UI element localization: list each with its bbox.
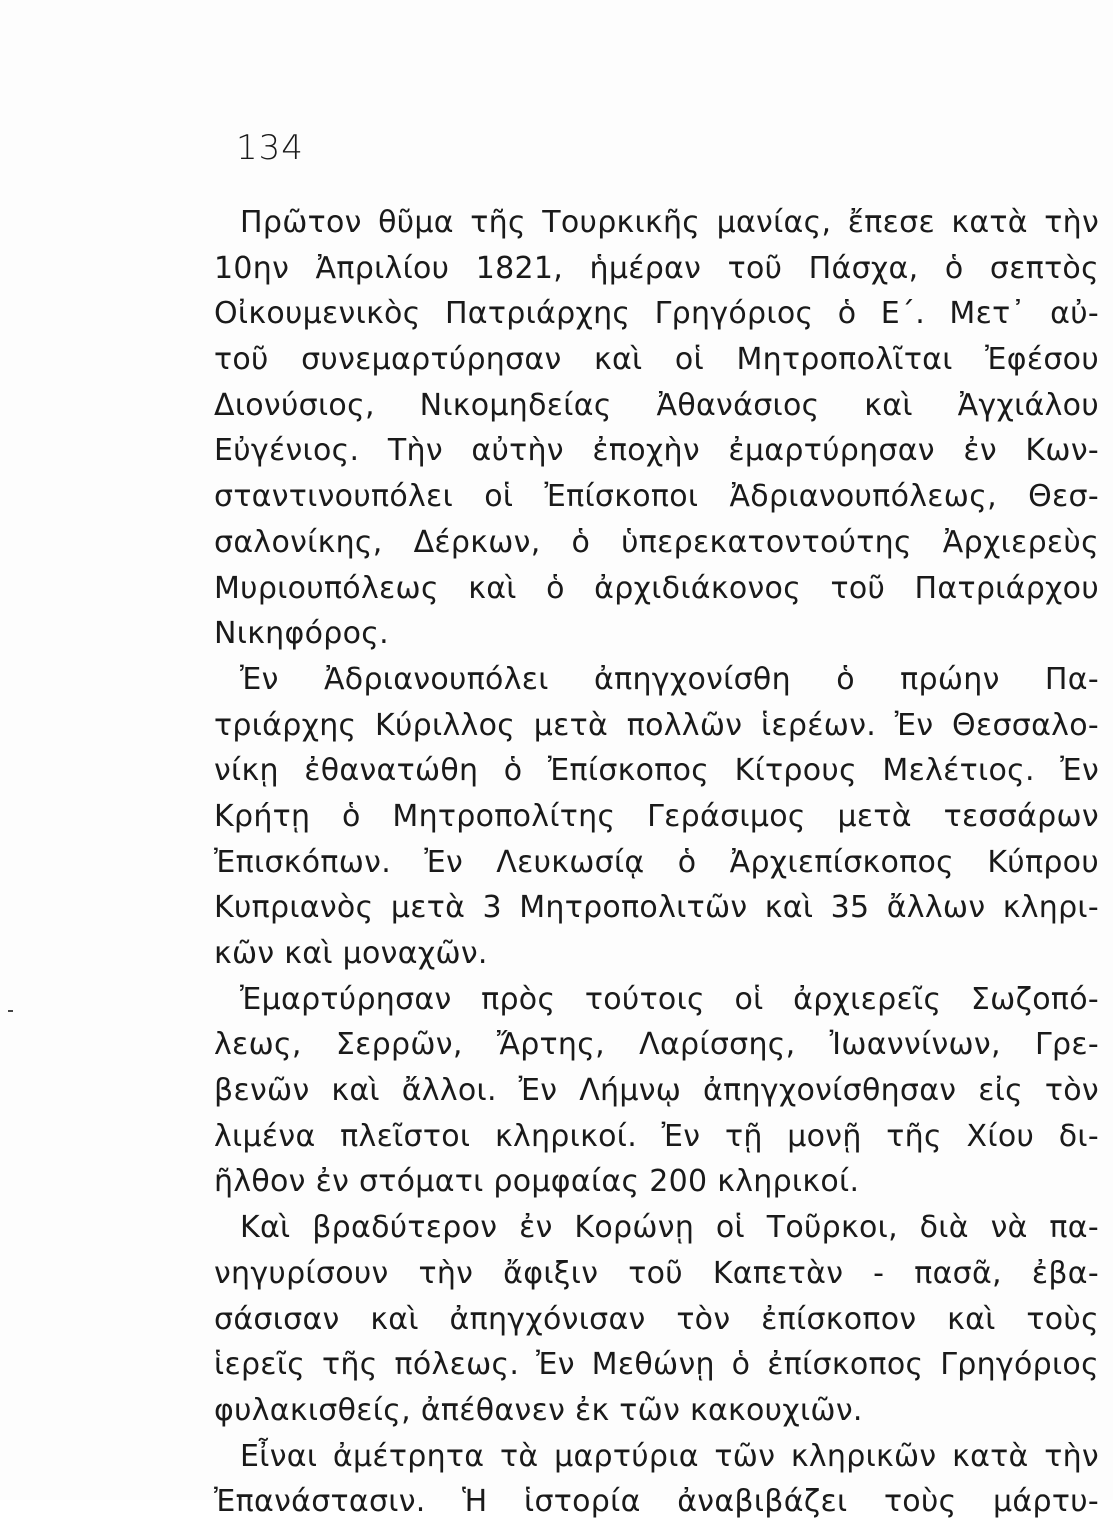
text-line: λεως, Σερρῶν, Ἄρτης, Λαρίσσης, Ἰωαννίνων, Γρε- (214, 1027, 1099, 1063)
text-line: τριάρχης Κύριλλος μετὰ πολλῶν ἱερέων. Ἐν Θεσσαλο- (214, 707, 1099, 743)
text-line: Πρῶτον θῦμα τῆς Τουρκικῆς μανίας, ἔπεσε κατὰ τὴν (240, 205, 1099, 240)
text-line: νηγυρίσουν τὴν ἄφιξιν τοῦ Καπετὰν - πασᾶ, ἐβα- (214, 1255, 1099, 1291)
text-line: σταντινουπόλει οἱ Ἐπίσκοποι Ἀδριανουπόλεως, Θεσ- (214, 479, 1099, 515)
text-line: Μυριουπόλεως καὶ ὁ ἀρχιδιάκονος τοῦ Πατριάρχου (214, 570, 1099, 606)
text-line: Καὶ βραδύτερον ἐν Κορώνῃ οἱ Τοῦρκοι, διὰ νὰ πα- (240, 1210, 1099, 1246)
text-line: Διονύσιος, Νικομηδείας Ἀθανάσιος καὶ Ἀγχιάλου (214, 387, 1099, 423)
text-line: Κυπριανὸς μετὰ 3 Μητροπολιτῶν καὶ 35 ἄλλων κληρι- (214, 890, 1099, 926)
text-line: ῆλθον ἐν στόματι ρομφαίας 200 κληρικοί. (214, 1164, 860, 1200)
text-line: Ἐπισκόπων. Ἐν Λευκωσίᾳ ὁ Ἀρχιεπίσκοπος Κύπρου (214, 844, 1099, 880)
text-line: ἱερεῖς τῆς πόλεως. Ἐν Μεθώνῃ ὁ ἐπίσκοπος Γρηγόριος (214, 1347, 1099, 1383)
text-line: Νικηφόρος. (214, 616, 389, 652)
text-line: 10ην Ἀπριλίου 1821, ἡμέραν τοῦ Πάσχα, ὁ σεπτὸς (214, 250, 1099, 286)
text-line: σάσισαν καὶ ἀπηγχόνισαν τὸν ἐπίσκοπον καὶ τοὺς (214, 1301, 1099, 1337)
page-number: 134 (236, 128, 304, 168)
text-line: κῶν καὶ μοναχῶν. (214, 936, 488, 971)
text-line: βενῶν καὶ ἄλλοι. Ἐν Λήμνῳ ἀπηγχονίσθησαν εἰς τὸν (214, 1073, 1099, 1109)
text-line: φυλακισθείς, ἀπέθανεν ἐκ τῶν κακουχιῶν. (214, 1392, 863, 1428)
body-text (214, 200, 1099, 1525)
text-line: Ἐν Ἀδριανουπόλει ἀπηγχονίσθη ὁ πρώην Πα- (240, 661, 1099, 697)
text-line: σαλονίκης, Δέρκων, ὁ ὑπερεκατοντούτης Ἀρχιερεὺς (214, 524, 1099, 560)
scan-mark (8, 1010, 13, 1012)
text-line: τοῦ συνεμαρτύρησαν καὶ οἱ Μητροπολῖται Ἐφέσου (214, 342, 1099, 378)
text-line: λιμένα πλεῖστοι κληρικοί. Ἐν τῇ μονῇ τῆς Χίου δι- (214, 1118, 1099, 1154)
text-line: Εὐγένιος. Τὴν αὐτὴν ἐποχὴν ἐμαρτύρησαν ἐν Κων- (214, 433, 1099, 469)
text-line: νίκῃ ἐθανατώθη ὁ Ἐπίσκοπος Κίτρους Μελέτιος. Ἐν (214, 753, 1099, 789)
text-line: Ἐμαρτύρησαν πρὸς τούτοις οἱ ἀρχιερεῖς Σωζοπό- (240, 981, 1099, 1017)
text-line: Ἐπανάστασιν. Ἡ ἱστορία ἀναβιβάζει τοὺς μάρτυ- (214, 1484, 1099, 1520)
text-line: Εἶναι ἀμέτρητα τὰ μαρτύρια τῶν κληρικῶν κατὰ τὴν (240, 1438, 1099, 1474)
text-line: Κρήτῃ ὁ Μητροπολίτης Γεράσιμος μετὰ τεσσάρων (214, 798, 1099, 834)
text-line: Οἰκουμενικὸς Πατριάρχης Γρηγόριος ὁ Ε΄. Μετ᾽ αὐ- (214, 296, 1099, 332)
